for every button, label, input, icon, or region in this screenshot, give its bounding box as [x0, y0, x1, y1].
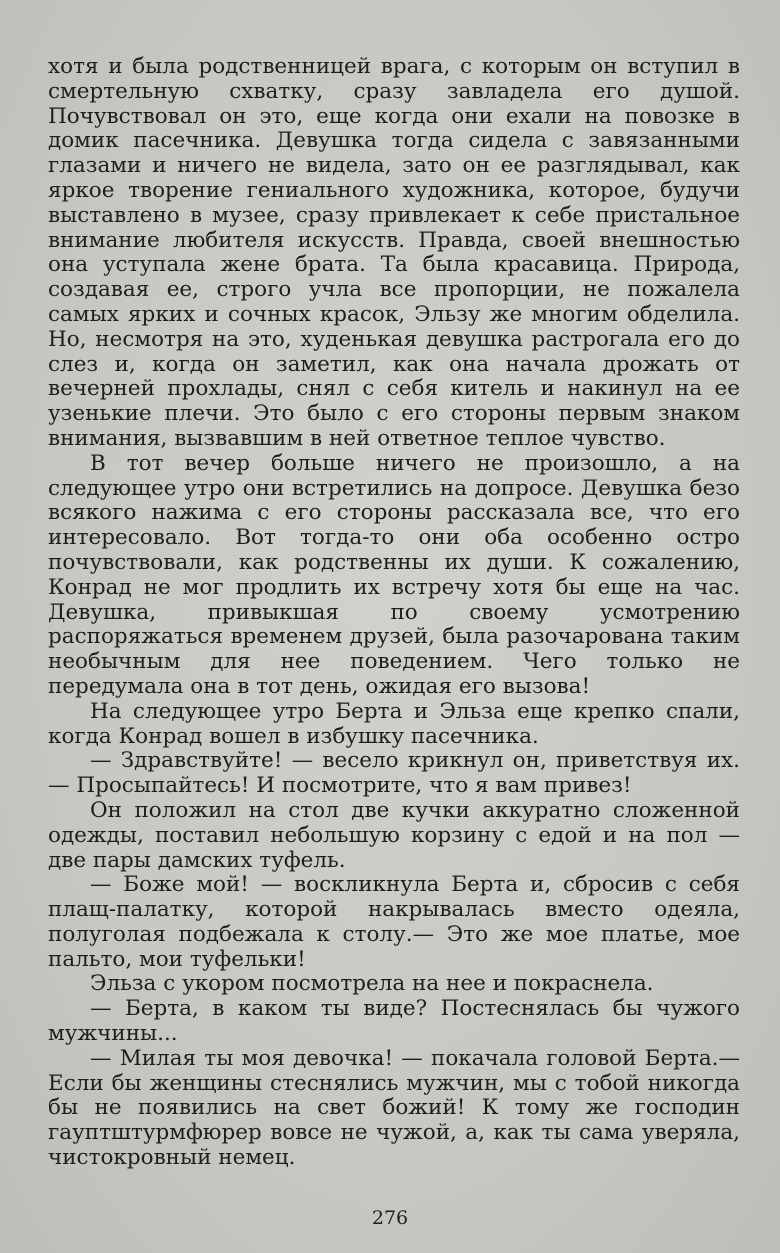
- paragraph-1: хотя и была родственницей врага, с которым он вступил в смертельную схватку, сразу завладела его душой. Почувствовал он это, еще когда они ехали на повозке в домик пасечника. Девушка тогда сидела с завязанными глазами и ничего не видела, зато он ее разглядывал, как яркое творение гениального художника, которое, будучи выставлено в музее, сразу привлекает к себе пристальное внимание любителя искусств. Правда, своей внешностью она уступала жене брата. Та была красавица. Природа, создавая ее, строго учла все пропорции, не пожалела самых ярких и сочных красок, Эльзу же многим обделила. Но, несмотря на это, худенькая девушка растрогала его до слез и, когда он заметил, как она начала дрожать от вечерней прохлады, снял с себя китель и накинул на ее узенькие плечи. Это было с его стороны первым знаком внимания, вызвавшим в ней ответное теплое чувство.: [48, 54, 740, 451]
- paragraph-7: Эльза с укором посмотрела на нее и покраснела.: [90, 971, 654, 997]
- paragraph-9: — Милая ты моя девочка! — покачала головой Берта.— Если бы женщины стеснялись мужчин, мы с тобой никогда бы не появились на свет божий! К тому же господин гауптштурмфюрер вовсе не чужой, а, как ты сама уверяла, чистокровный немец.: [48, 1045, 740, 1171]
- page-body-text: [48, 55, 740, 1171]
- paragraph-6: — Боже мой! — воскликнула Берта и, сбросив с себя плащ-палатку, которой накрывалась вместо одеяла, полуголая подбежала к столу.— Это же мое платье, мое пальто, мои туфельки!: [48, 872, 740, 972]
- paragraph-3: На следующее утро Берта и Эльза еще крепко спали, когда Конрад вошел в избушку пасечника.: [48, 698, 740, 749]
- paragraph-5: Он положил на стол две кучки аккуратно сложенной одежды, поставил небольшую корзину с едой и на пол — две пары дамских туфель.: [48, 797, 740, 873]
- page-number: 276: [371, 1207, 409, 1229]
- paragraph-4: — Здравствуйте! — весело крикнул он, приветствуя их.— Просыпайтесь! И посмотрите, что я вам привез!: [48, 748, 740, 799]
- paragraph-2: В тот вечер больше ничего не произошло, а на следующее утро они встретились на допросе. Девушка безо всякого нажима с его стороны рассказала все, что его интересовало. Вот тогда-то они оба особенно остро почувствовали, как родственны их души. К сожалению, Конрад не мог продлить их встречу хотя бы еще на час. Девушка, привыкшая по своему усмотрению распоряжаться временем друзей, была разочарована таким необычным для нее поведением. Чего только не передумала она в тот день, ожидая его вызова!: [48, 450, 740, 699]
- paragraph-8: — Берта, в каком ты виде? Постеснялась бы чужого мужчины...: [48, 996, 740, 1047]
